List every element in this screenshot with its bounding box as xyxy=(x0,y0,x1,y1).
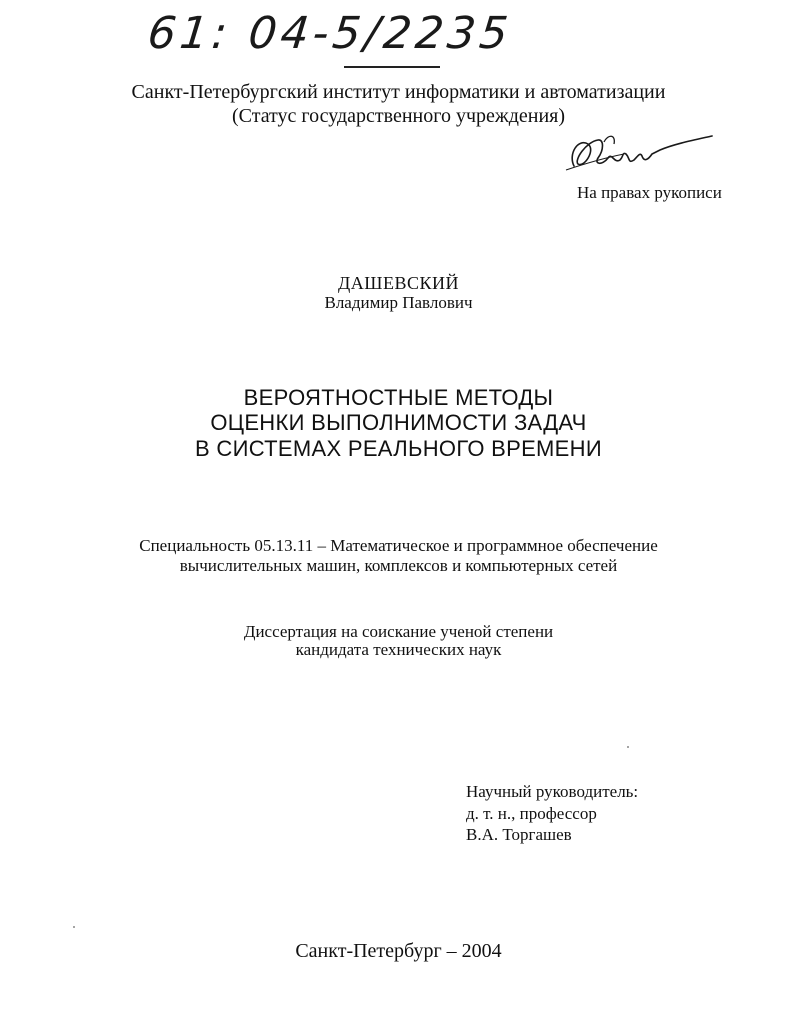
dissertation-line-2: кандидата технических наук xyxy=(295,640,502,659)
supervisor-degree: д. т. н., профессор xyxy=(466,804,597,823)
archive-number: 61: 04-5/2235 xyxy=(145,8,515,59)
dissertation-line-1: Диссертация на соискание ученой степени xyxy=(243,622,554,641)
signature-icon xyxy=(564,124,714,184)
supervisor-label: Научный руководитель: xyxy=(466,782,639,801)
scan-speck xyxy=(73,926,75,928)
specialty-line-2: вычислительных машин, комплексов и компьютерных сетей xyxy=(179,556,618,575)
institute-status: (Статус государственного учреждения) xyxy=(231,105,566,127)
rights-note: На правах рукописи xyxy=(577,183,722,202)
thesis-title-line-3: В СИСТЕМАХ РЕАЛЬНОГО ВРЕМЕНИ xyxy=(195,436,602,461)
city-year: Санкт-Петербург – 2004 xyxy=(295,940,502,962)
author-surname: ДАШЕВСКИЙ xyxy=(338,273,459,293)
author-name: Владимир Павлович xyxy=(324,293,473,312)
specialty-line-1: Специальность 05.13.11 – Математическое и программное обеспечение xyxy=(139,536,658,555)
scan-speck xyxy=(627,746,629,748)
supervisor-name: В.А. Торгашев xyxy=(466,825,572,844)
archive-number-underline xyxy=(344,66,440,68)
thesis-title-line-2: ОЦЕНКИ ВЫПОЛНИМОСТИ ЗАДАЧ xyxy=(210,410,587,435)
institute-name: Санкт-Петербургский институт информатики и автоматизации xyxy=(131,81,666,103)
thesis-title-line-1: ВЕРОЯТНОСТНЫЕ МЕТОДЫ xyxy=(243,385,554,410)
